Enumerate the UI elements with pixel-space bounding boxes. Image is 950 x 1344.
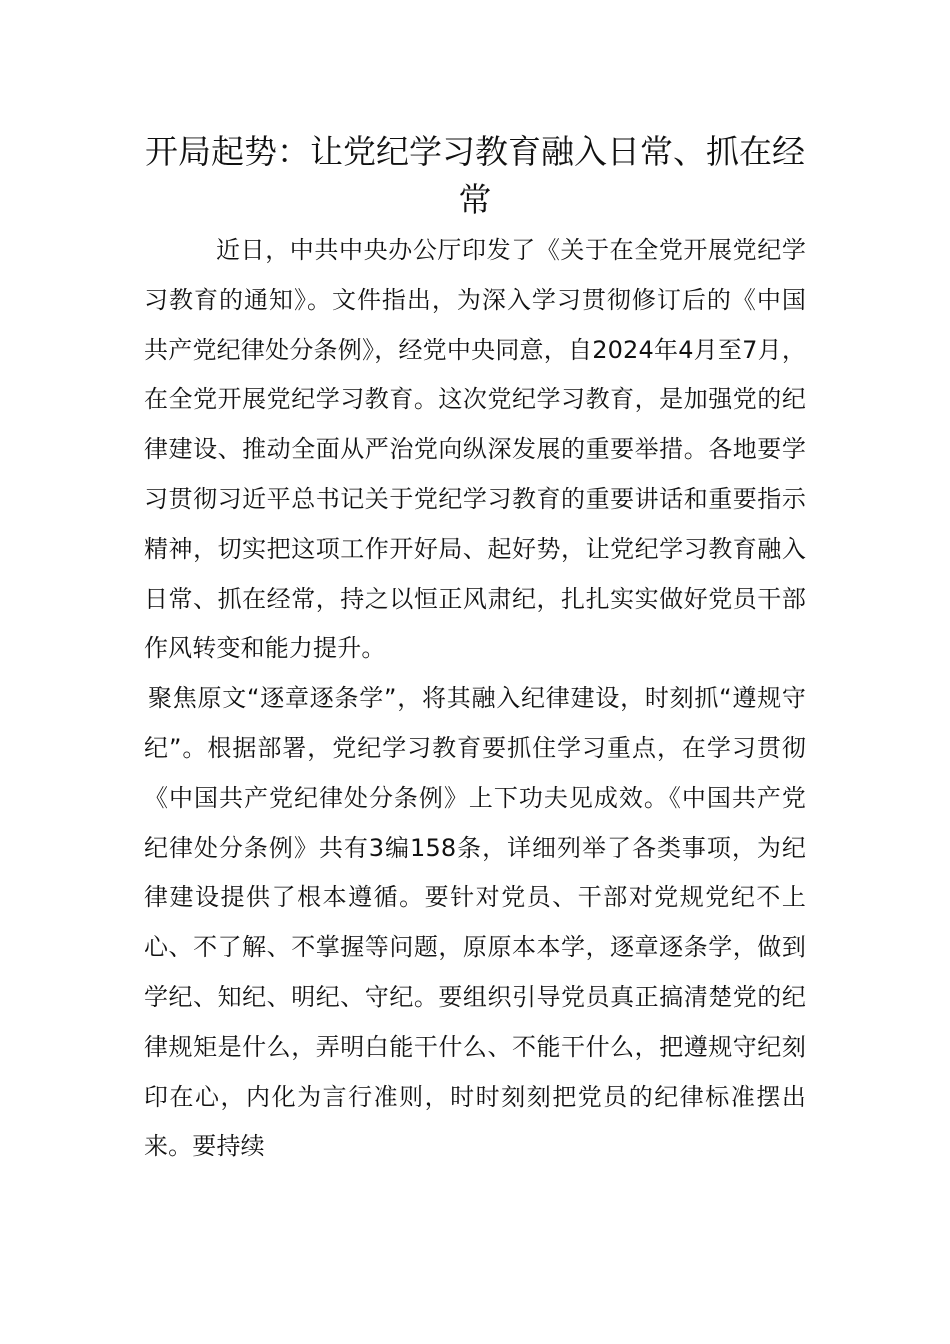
document-body [144, 226, 806, 1172]
paragraph-2: 聚焦原文“逐章逐条学”，将其融入纪律建设，时刻抓“遵规守纪”。根据部署，党纪学习教育要抓住学习重点，在学习贯彻《中国共产党纪律处分条例》上下功夫见成效。《中国共产党纪律处分条例》共有3编158条，详细列举了各类事项，为纪律建设提供了根本遵循。要针对党员、干部对党规党纪不上心、不了解、不掌握等问题，原原本本学，逐章逐条学，做到学纪、知纪、明纪、守纪。要组织引导党员真正搞清楚党的纪律规矩是什么，弄明白能干什么、不能干什么，把遵规守纪刻印在心，内化为言行准则，时时刻刻把党员的纪律标准摆出来。要持续 [144, 684, 806, 1161]
paragraph-1: 近日，中共中央办公厅印发了《关于在全党开展党纪学习教育的通知》。文件指出，为深入学习贯彻修订后的《中国共产党纪律处分条例》，经党中央同意，自2024年4月至7月，在全党开展党纪学习教育。这次党纪学习教育，是加强党的纪律建设、推动全面从严治党向纵深发展的重要举措。各地要学习贯彻习近平总书记关于党纪学习教育的重要讲话和重要指示精神，切实把这项工作开好局、起好势，让党纪学习教育融入日常、抓在经常，持之以恒正风肃纪，扎扎实实做好党员干部作风转变和能力提升。 [144, 236, 806, 663]
document-title: 开局起势：让党纪学习教育融入日常、抓在经常 [145, 132, 805, 219]
